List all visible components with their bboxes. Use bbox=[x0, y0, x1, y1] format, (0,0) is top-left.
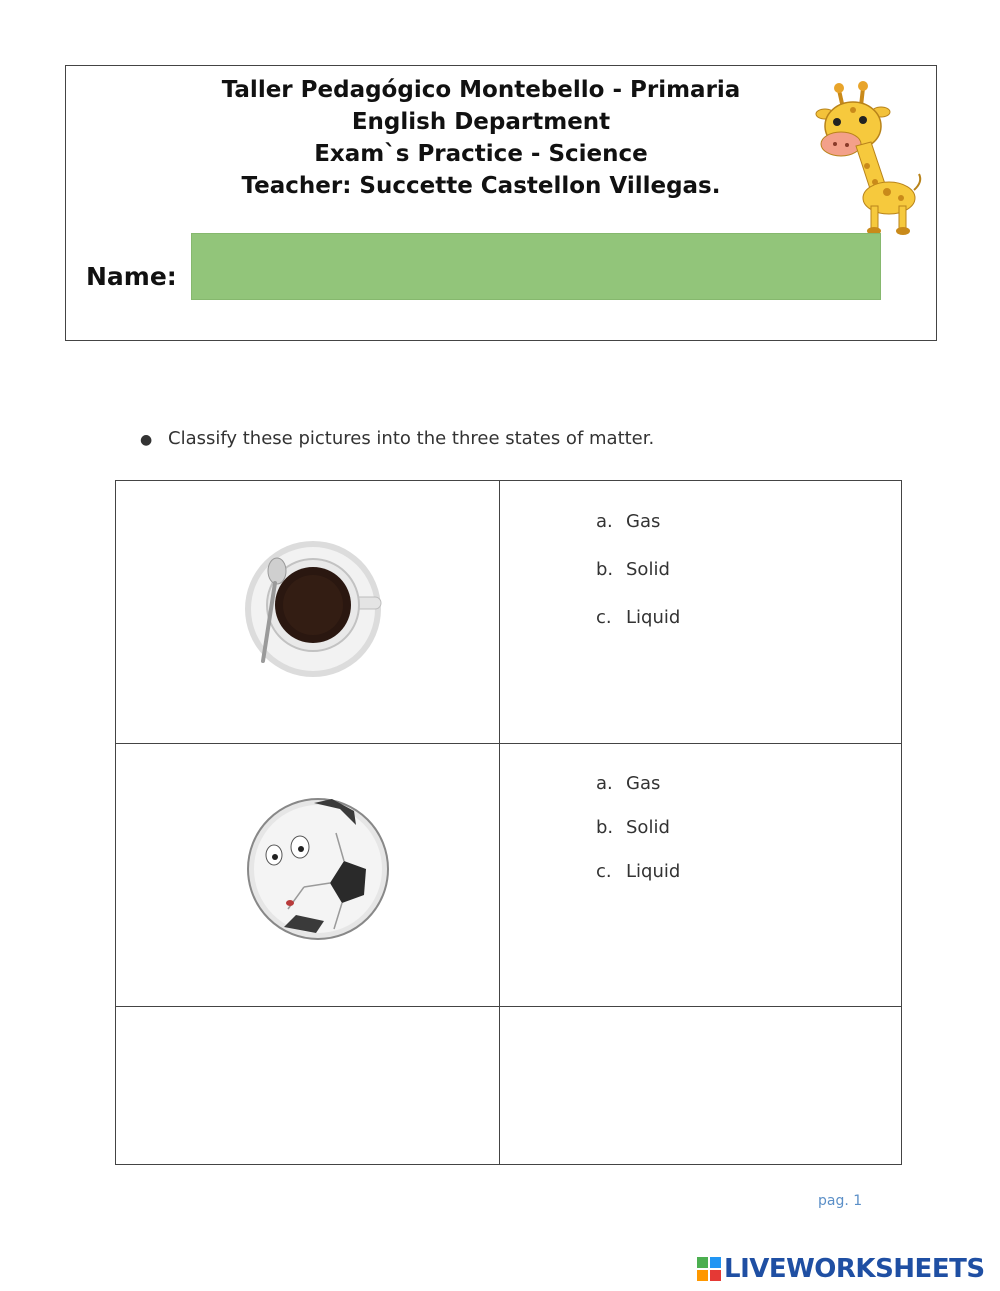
exam-title: Exam`s Practice - Science bbox=[314, 141, 648, 167]
instruction bbox=[140, 428, 654, 449]
liveworksheets-logo-icon bbox=[697, 1257, 721, 1281]
header-box bbox=[65, 65, 937, 341]
page-number: pag. 1 bbox=[818, 1193, 863, 1209]
row-divider bbox=[116, 743, 901, 744]
instruction-text: Classify these pictures into the three states of matter. bbox=[168, 428, 655, 449]
option-gas[interactable]: a. Gas bbox=[596, 511, 661, 532]
column-divider bbox=[499, 481, 500, 1164]
school-name: Taller Pedagógico Montebello - Primaria bbox=[221, 77, 741, 103]
option-liquid[interactable]: c. Liquid bbox=[596, 861, 681, 882]
name-label: Name: bbox=[86, 262, 177, 291]
name-input[interactable] bbox=[191, 233, 881, 300]
giraffe-illustration bbox=[801, 78, 931, 238]
liveworksheets-logo[interactable] bbox=[697, 1253, 985, 1285]
teacher-name: Teacher: Succette Castellon Villegas. bbox=[241, 173, 721, 199]
option-solid[interactable]: b. Solid bbox=[596, 559, 670, 580]
bullet-icon: ● bbox=[140, 432, 153, 448]
matter-table bbox=[115, 480, 902, 1165]
option-solid[interactable]: b. Solid bbox=[596, 817, 670, 838]
department: English Department bbox=[351, 109, 611, 135]
option-gas[interactable]: a. Gas bbox=[596, 773, 661, 794]
soccer-ball-image bbox=[244, 791, 394, 941]
coffee-cup-image bbox=[241, 533, 391, 683]
brand-name: LIVEWORKSHEETS bbox=[724, 1254, 985, 1284]
row-divider bbox=[116, 1006, 901, 1007]
option-liquid[interactable]: c. Liquid bbox=[596, 607, 681, 628]
header-title bbox=[196, 74, 766, 202]
